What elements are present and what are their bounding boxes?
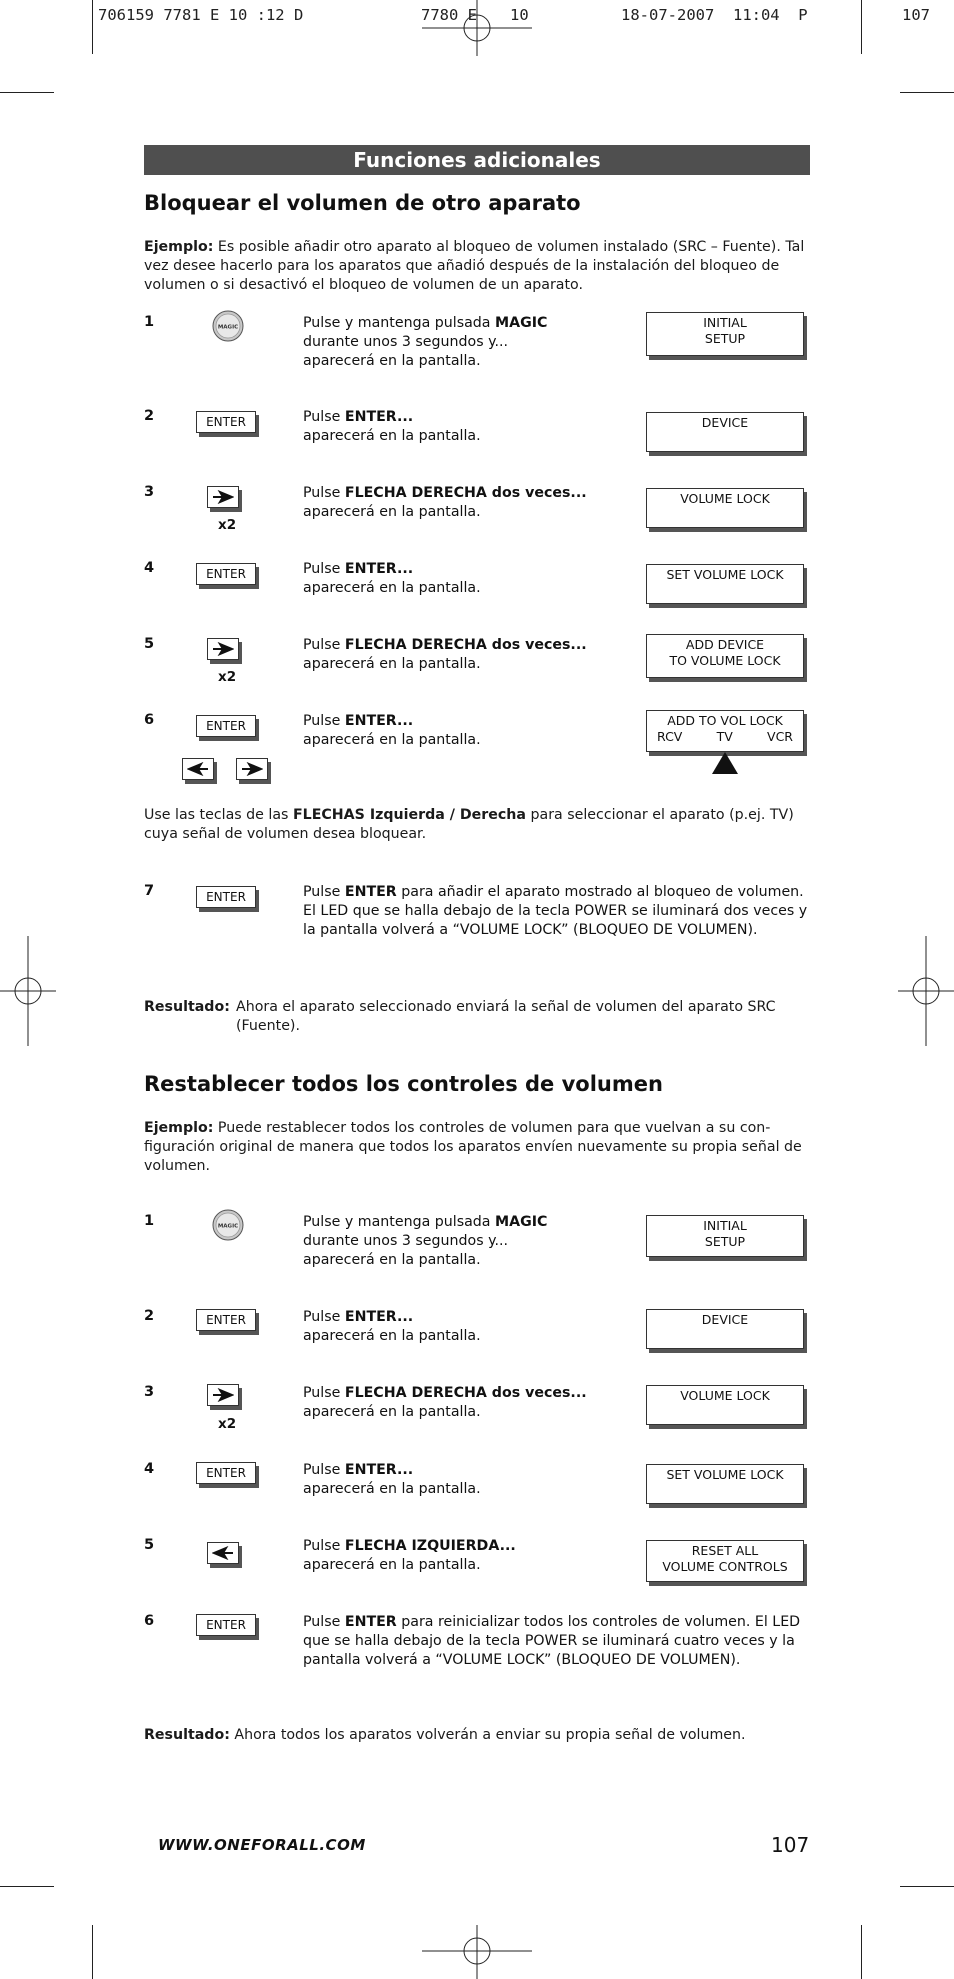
lcd-display <box>646 1385 804 1425</box>
lcd-display <box>646 1464 804 1504</box>
step-number: 5 <box>144 1537 155 1553</box>
example-label: Ejemplo: <box>144 1120 214 1136</box>
lcd-display <box>646 1540 804 1582</box>
step-text-bold: FLECHA DERECHA dos veces... <box>344 1385 587 1401</box>
step-text-part: Pulse <box>303 1538 345 1554</box>
step-text <box>303 1308 633 1346</box>
lcd-display <box>646 564 804 604</box>
lcd-options <box>647 729 803 745</box>
result-text: Ahora el aparato seleccionado enviará la señal de volumen del aparato SRC (Fuente). <box>236 999 776 1034</box>
svg-text:MAGIC: MAGIC <box>217 1223 239 1230</box>
lcd-line: INITIAL <box>703 1218 747 1233</box>
step-number: 7 <box>144 883 155 899</box>
step <box>144 1308 814 1368</box>
example-label: Ejemplo: <box>144 239 214 255</box>
crop-mark <box>92 0 93 54</box>
step <box>144 1461 814 1521</box>
lcd-option: VCR <box>767 729 793 744</box>
lcd-line: TO VOLUME LOCK <box>669 653 781 668</box>
step-text <box>303 484 633 522</box>
step-text-part: Pulse <box>303 485 345 501</box>
lcd-display <box>646 312 804 356</box>
magic-key-icon <box>212 1209 244 1241</box>
step-text-part: Pulse <box>303 1309 345 1325</box>
step-number: 1 <box>144 1213 155 1229</box>
example-paragraph <box>144 238 814 295</box>
step <box>144 1384 814 1444</box>
step-text-bold: FLECHA DERECHA dos veces... <box>344 485 587 501</box>
step-text-part: aparecerá en la pantalla. <box>303 1404 481 1420</box>
repeat-count: x2 <box>218 517 237 533</box>
lcd-line: VOLUME LOCK <box>680 491 770 506</box>
step-text <box>303 636 633 674</box>
step-text-part: para añadir el aparato mostrado al bloqueo de volumen. El LED que se halla debajo de la tecla POWER se iluminará dos veces y la pantalla volverá a “VOLUME LOCK” (BLOQUEO DE VOLUMEN). <box>303 884 808 938</box>
step-text-part: Pulse <box>303 1462 345 1478</box>
magic-key-icon <box>212 310 244 342</box>
step-text-bold: ENTER... <box>344 1309 414 1325</box>
step-text <box>303 560 633 598</box>
step-text-part: aparecerá en la pantalla. <box>303 1328 481 1344</box>
enter-key-icon: ENTER <box>196 715 256 737</box>
step-text-part: Pulse <box>303 561 345 577</box>
result-label: Resultado: <box>144 999 230 1015</box>
right-arrow-key-icon <box>207 638 239 660</box>
enter-key-icon: ENTER <box>196 1309 256 1331</box>
result-paragraph <box>144 998 814 1036</box>
repeat-count: x2 <box>218 1416 237 1432</box>
step <box>144 712 814 792</box>
right-arrow-key-icon <box>207 486 239 508</box>
lcd-line: RESET ALL <box>691 1543 759 1558</box>
step-text <box>303 314 633 371</box>
right-arrow-key-icon <box>236 758 268 780</box>
crop-mark <box>0 1886 54 1887</box>
lcd-option: TV <box>716 729 733 744</box>
step <box>144 314 814 374</box>
step-text <box>303 1613 813 1670</box>
crop-mark <box>900 92 954 93</box>
lcd-line: VOLUME CONTROLS <box>662 1559 788 1574</box>
step-text-part: para reinicializar todos los controles de volumen. El LED que se halla debajo de la tecla POWER se iluminará cuatro veces y la pantalla volverá a “VOLUME LOCK” (BLOQUEO DE VOLUMEN). <box>303 1614 801 1668</box>
step-text-part: durante unos 3 segundos y... <box>303 1233 509 1249</box>
step <box>144 408 814 468</box>
lcd-line: INITIAL <box>703 315 747 330</box>
website-link[interactable]: WWW.ONEFORALL.COM <box>158 1836 366 1854</box>
step-text-bold: FLECHA IZQUIERDA... <box>344 1538 516 1554</box>
step-text-bold: ENTER... <box>344 1462 414 1478</box>
step-text-bold: MAGIC <box>495 1214 548 1230</box>
left-arrow-key-icon <box>207 1542 239 1564</box>
lcd-line: SET VOLUME LOCK <box>666 567 784 582</box>
slug-page: 107 <box>902 6 930 24</box>
lcd-display <box>646 1309 804 1349</box>
step-text-part: durante unos 3 segundos y... <box>303 334 509 350</box>
step-text <box>303 1384 633 1422</box>
step-number: 3 <box>144 484 155 500</box>
step-text-part: aparecerá en la pantalla. <box>303 1252 481 1268</box>
lcd-line: SETUP <box>704 331 746 346</box>
left-arrow-key-icon <box>182 758 214 780</box>
step-text-part: aparecerá en la pantalla. <box>303 732 481 748</box>
repeat-count: x2 <box>218 669 237 685</box>
note-text: para seleccionar el aparato (p.ej. TV) cuya señal de volumen desea bloquear. <box>144 807 794 842</box>
step-text-bold: ENTER <box>344 884 397 900</box>
step-text-bold: ENTER... <box>344 713 414 729</box>
step-text <box>303 408 633 446</box>
step <box>144 484 814 544</box>
step-text <box>303 712 633 750</box>
enter-key-icon: ENTER <box>196 886 256 908</box>
result-text: Ahora todos los aparatos volverán a enviar su propia señal de volumen. <box>229 1727 746 1743</box>
lcd-line: SET VOLUME LOCK <box>666 1467 784 1482</box>
step <box>144 1613 814 1693</box>
svg-text:MAGIC: MAGIC <box>217 324 239 331</box>
lcd-display <box>646 488 804 528</box>
step <box>144 636 814 696</box>
step-text-bold: ENTER <box>344 1614 397 1630</box>
step-number: 2 <box>144 408 155 424</box>
step <box>144 883 814 963</box>
step-number: 6 <box>144 1613 155 1629</box>
step-text-part: aparecerá en la pantalla. <box>303 1557 481 1573</box>
enter-key-icon: ENTER <box>196 1462 256 1484</box>
lcd-display <box>646 634 804 678</box>
enter-key-icon: ENTER <box>196 1614 256 1636</box>
slug-code: 10 <box>510 6 529 24</box>
section-heading: Bloquear el volumen de otro aparato <box>144 191 581 215</box>
section-title-bar: Funciones adicionales <box>144 145 810 175</box>
lcd-line: SETUP <box>704 1234 746 1249</box>
step-text-part: Pulse <box>303 409 345 425</box>
page-number: 107 <box>771 1833 810 1857</box>
step-text-part: aparecerá en la pantalla. <box>303 353 481 369</box>
registration-mark-icon <box>898 936 954 1046</box>
result-label: Resultado: <box>144 1727 230 1743</box>
step-text-part: Pulse <box>303 1614 345 1630</box>
step-text-bold: ENTER... <box>344 561 414 577</box>
step-text-part: Pulse <box>303 637 345 653</box>
lcd-line: VOLUME LOCK <box>680 1388 770 1403</box>
step-text-part: aparecerá en la pantalla. <box>303 656 481 672</box>
step-text-part: Pulse <box>303 713 345 729</box>
note-text: Use las teclas de las <box>144 807 293 823</box>
step-text-part: aparecerá en la pantalla. <box>303 504 481 520</box>
enter-key-icon: ENTER <box>196 563 256 585</box>
step <box>144 1213 814 1273</box>
step-number: 4 <box>144 1461 155 1477</box>
registration-mark-icon <box>422 1925 532 1979</box>
right-arrow-key-icon <box>207 1384 239 1406</box>
step-number: 1 <box>144 314 155 330</box>
registration-mark-icon <box>0 936 56 1046</box>
section-heading: Restablecer todos los controles de volumen <box>144 1072 663 1096</box>
lcd-line: DEVICE <box>701 415 749 430</box>
step <box>144 1537 814 1597</box>
lcd-display <box>646 710 804 752</box>
step-text-part: Pulse <box>303 1385 345 1401</box>
step-text-part: Pulse y mantenga pulsada <box>303 1214 496 1230</box>
step-text-bold: ENTER... <box>344 409 414 425</box>
example-paragraph <box>144 1119 814 1176</box>
lcd-option: RCV <box>657 729 683 744</box>
note-bold: FLECHAS Izquierda / Derecha <box>292 807 526 823</box>
step-number: 5 <box>144 636 155 652</box>
crop-mark <box>92 1925 93 1979</box>
example-text: Puede restablecer todos los controles de volumen para que vuelvan a su con-figuración original de manera que todos los aparatos envíen nuevamente su propia señal de volumen. <box>144 1120 802 1174</box>
arrows-note <box>144 806 814 844</box>
print-slug <box>98 6 938 28</box>
slug-datetime: 18-07-2007 11:04 P <box>621 6 808 24</box>
step-number: 4 <box>144 560 155 576</box>
step-text-part: Pulse y mantenga pulsada <box>303 315 496 331</box>
step-text-part: aparecerá en la pantalla. <box>303 1481 481 1497</box>
step-text-part: Pulse <box>303 884 345 900</box>
enter-key-icon: ENTER <box>196 411 256 433</box>
slug-code: 706159 7781 E 10 :12 D <box>98 6 304 24</box>
example-text: Es posible añadir otro aparato al bloqueo de volumen instalado (SRC – Fuente). Tal vez desee hacerlo para los aparatos que añadió después de la instalación del bloqueo de volumen o si desactivó el bloqueo de volumen de un aparato. <box>144 239 805 293</box>
step-text <box>303 1213 633 1270</box>
lcd-display <box>646 412 804 452</box>
step-text-part: aparecerá en la pantalla. <box>303 428 481 444</box>
crop-mark <box>900 1886 954 1887</box>
step-text <box>303 883 813 940</box>
lcd-line: DEVICE <box>701 1312 749 1327</box>
step-text-bold: MAGIC <box>495 315 548 331</box>
step-number: 6 <box>144 712 155 728</box>
result-paragraph <box>144 1726 814 1745</box>
step-number: 3 <box>144 1384 155 1400</box>
crop-mark <box>0 92 54 93</box>
step-number: 2 <box>144 1308 155 1324</box>
selection-pointer-icon <box>712 752 738 776</box>
lcd-line: ADD TO VOL LOCK <box>667 713 783 728</box>
slug-code: 7780 E <box>421 6 477 24</box>
step-text-bold: FLECHA DERECHA dos veces... <box>344 637 587 653</box>
step-text-part: aparecerá en la pantalla. <box>303 580 481 596</box>
step-text <box>303 1461 633 1499</box>
step-text <box>303 1537 633 1575</box>
crop-mark <box>861 1925 862 1979</box>
step <box>144 560 814 620</box>
lcd-line: ADD DEVICE <box>685 637 765 652</box>
lcd-display <box>646 1215 804 1257</box>
